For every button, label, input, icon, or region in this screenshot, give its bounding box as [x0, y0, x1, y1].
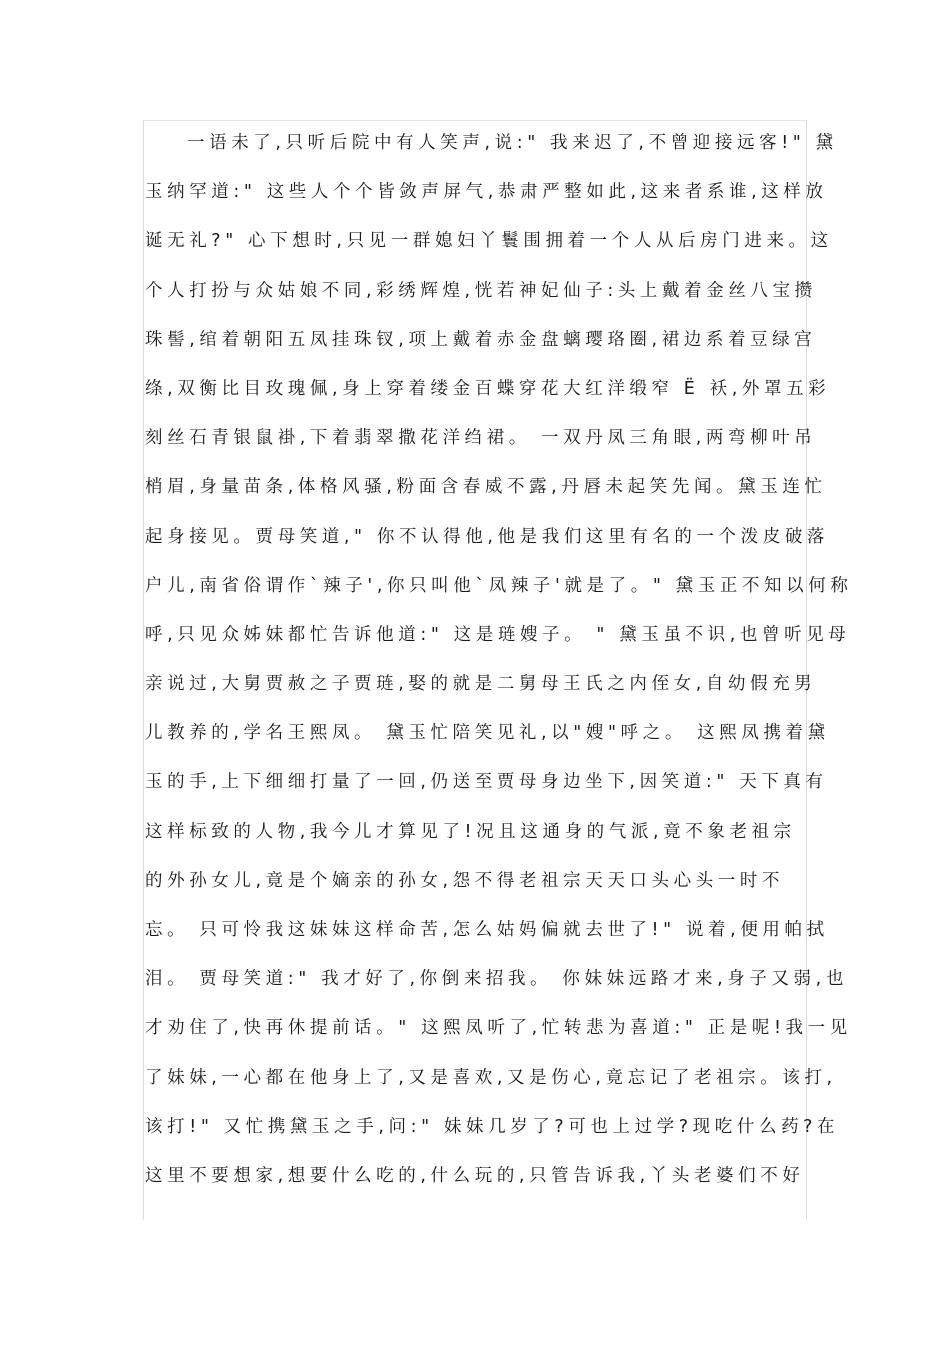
text-line-1: 一语未了,只听后院中有人笑声,说:" 我来迟了,不曾迎接远客!" 黛 [187, 133, 838, 153]
text-line-15: 这样标致的人物,我今儿才算见了!况且这通身的气派,竟不象老祖宗 [145, 821, 796, 842]
text-line-3: 诞无礼?" 心下想时,只见一群媳妇丫鬟围拥着一个人从后房门进来。这 [145, 231, 833, 252]
text-line-9: 起身接见。贾母笑道," 你不认得他,他是我们这里有名的一个泼皮破落 [145, 526, 830, 547]
text-line-20: 了妹妹,一心都在他身上了,又是喜欢,又是伤心,竟忘记了老祖宗。该打, [145, 1067, 837, 1088]
text-line-19: 才劝住了,快再休提前话。" 这熙凤听了,忙转悲为喜道:" 正是呢!我一见 [145, 1018, 852, 1039]
text-line-12: 亲说过,大舅贾赦之子贾琏,娶的就是二舅母王氏之内侄女,自幼假充男 [145, 674, 817, 695]
text-line-8: 梢眉,身量苗条,体格风骚,粉面含春威不露,丹唇未起笑先闻。黛玉连忙 [145, 477, 827, 498]
text-line-21: 该打!" 又忙携黛玉之手,问:" 妹妹几岁了?可也上过学?现吃什么药?在 [145, 1116, 840, 1137]
text-line-17: 忘。 只可怜我这妹妹这样命苦,怎么姑妈偏就去世了!" 说着,便用帕拭 [145, 920, 829, 940]
document-body [145, 126, 853, 1208]
text-line-16: 的外孙女儿,竟是个嫡亲的孙女,怨不得老祖宗天天口头心头一时不 [145, 870, 785, 891]
text-line-7: 刻丝石青银鼠褂,下着翡翠撒花洋绉裙。 一双丹凤三角眼,两弯柳叶吊 [145, 428, 817, 449]
text-line-2: 玉纳罕道:" 这些人个个皆敛声屏气,恭肃严整如此,这来者系谁,这样放 [145, 182, 828, 203]
text-line-11: 呼,只见众姊妹都忙告诉他道:" 这是琏嫂子。 " 黛玉虽不识,也曾听见母 [145, 624, 851, 645]
text-line-4: 个人打扮与众姑娘不同,彩绣辉煌,恍若神妃仙子:头上戴着金丝八宝攒 [145, 280, 817, 301]
text-line-22: 这里不要想家,想要什么吃的,什么玩的,只管告诉我,丫头老婆们不好 [145, 1165, 805, 1186]
text-line-18: 泪。 贾母笑道:" 我才好了,你倒来招我。 你妹妹远路才来,身子又弱,也 [145, 969, 848, 990]
text-line-6: 绦,双衡比目玫瑰佩,身上穿着缕金百蝶穿花大红洋缎窄 Ë 袄,外罩五彩 [145, 378, 831, 399]
text-line-10: 户儿,南省俗谓作`辣子',你只叫他`凤辣子'就是了。" 黛玉正不知以何称 [145, 575, 853, 596]
text-line-13: 儿教养的,学名王熙凤。 黛玉忙陪笑见礼,以"嫂"呼之。 这熙凤携着黛 [145, 723, 830, 744]
text-line-14: 玉的手,上下细细打量了一回,仍送至贾母身边坐下,因笑道:" 天下真有 [145, 772, 828, 793]
text-line-5: 珠髻,绾着朝阳五凤挂珠钗,项上戴着赤金盘螭璎珞圈,裙边系着豆绿宫 [145, 329, 817, 350]
